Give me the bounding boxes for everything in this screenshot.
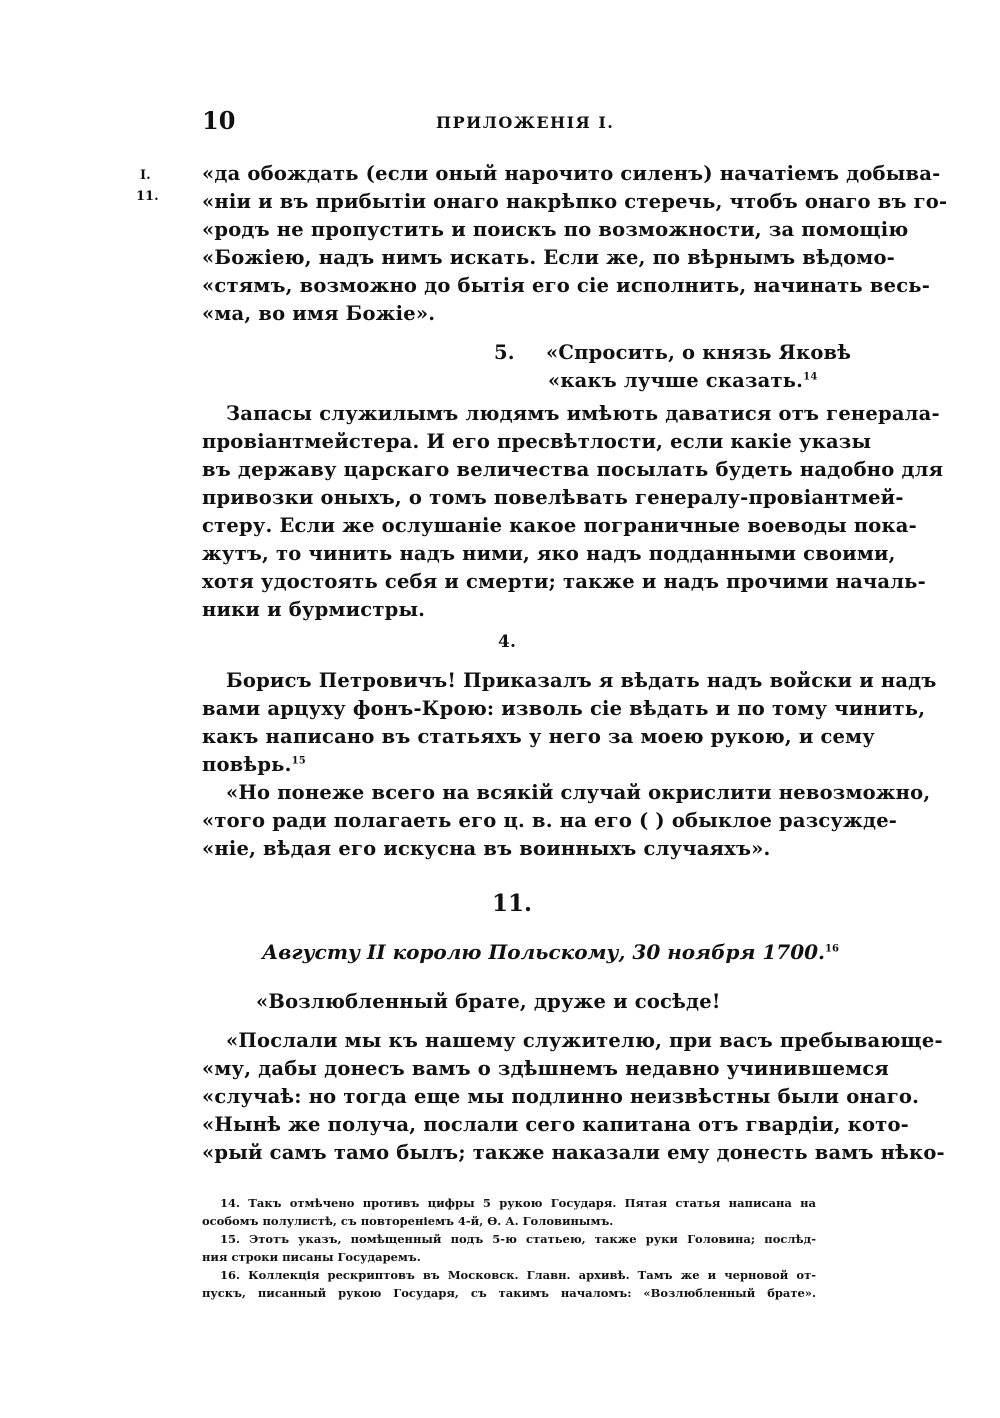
text-line: «стямъ, возможно до бытія его сіе исполнить, начинать весь-: [202, 274, 930, 297]
margin-mark: I.: [140, 168, 151, 183]
text-line: Борисъ Петровичъ! Приказалъ я вѣдать надъ войски и надъ: [226, 669, 937, 692]
letter-heading-text: Августу II королю Польскому, 30 ноября 1700.: [262, 940, 825, 964]
footnote-line: ния строки писаны Государемъ.: [202, 1250, 421, 1264]
text-line: «родъ не пропустить и поискъ по возможности, за помощію: [202, 218, 909, 241]
text-line: [202, 753, 816, 776]
text-line: «му, дабы донесъ вамъ о здѣшнемъ недавно учинившемся: [202, 1057, 890, 1080]
text-line-text: повѣрь.: [202, 753, 292, 776]
text-line: ники и бурмистры.: [202, 598, 426, 621]
text-line: «ніи и въ прибытіи онаго накрѣпко стеречь, чтобъ онаго въ го-: [202, 190, 948, 213]
letter-heading: [262, 940, 839, 964]
footnote-ref: 14: [803, 371, 818, 383]
item-number: 5.: [494, 341, 515, 364]
section-number: 11.: [492, 890, 533, 917]
section-number: 4.: [498, 632, 517, 652]
text-line: «Но понеже всего на всякій случай окрислити невозможно,: [226, 781, 931, 804]
running-title: ПРИЛОЖЕНІЯ I.: [436, 113, 615, 132]
text-line: привозки оныхъ, о томъ повелѣвать генералу-провіантмей-: [202, 486, 904, 509]
text-line: жутъ, то чинить надъ ними, яко надъ подданными своими,: [202, 542, 896, 565]
text-line: провіантмейстера. И его пресвѣтлости, если какіе указы: [202, 430, 872, 453]
footnote-ref: 15: [291, 755, 306, 767]
text-line: какъ написано въ статьяхъ у него за моею рукою, и сему: [202, 725, 875, 748]
text-line: «ніе, вѣдая его искусна въ воинныхъ случаяхъ».: [202, 837, 771, 860]
item-line: [548, 369, 818, 392]
text-line: «Послали мы къ нашему служителю, при васъ пребывающе-: [226, 1029, 943, 1052]
text-line: «случаѣ: но тогда еще мы подлинно неизвѣстны были онаго.: [202, 1085, 920, 1108]
text-line: «Нынѣ же получа, послали сего капитана отъ гвардіи, кото-: [202, 1113, 909, 1136]
text-line: вами арцуху фонъ-Крою: изволь сіе вѣдать и по тому чинить,: [202, 697, 926, 720]
footnote-line: пускъ, писанный рукою Государя, съ такимъ началомъ: «Возлюбленный брате».: [202, 1286, 816, 1300]
text-line: «да обождать (если оный нарочито силенъ) начатіемъ добыва-: [202, 162, 941, 185]
margin-mark: 11.: [136, 189, 159, 204]
footnote-line: 15. Этотъ указъ, помѣщенный подъ 5-ю статьею, также руки Головина; послѣд-: [220, 1232, 816, 1246]
text-line: «того ради полагаеть его ц. в. на его ( ) обыклое разсужде-: [202, 809, 898, 832]
text-line: хотя удостоять себя и смерти; также и надъ прочими началь-: [202, 570, 926, 593]
text-line: въ державу царскаго величества посылать будеть надобно для: [202, 458, 944, 481]
text-line: стеру. Если же ослушаніе какое пограничные воеводы пока-: [202, 514, 917, 537]
page-number: 10: [202, 106, 236, 135]
text-line: «рый самъ тамо былъ; также наказали ему донесть вамъ нѣко-: [202, 1141, 945, 1164]
item-line-text: «какъ лучше сказать.: [548, 369, 804, 392]
item-line: «Спросить, о князь Яковѣ: [546, 341, 852, 364]
text-line: Запасы служилымъ людямъ имѣють даватися отъ генерала-: [226, 402, 940, 425]
text-line: «Божіею, надъ нимъ искать. Если же, по вѣрнымъ вѣдомо-: [202, 246, 895, 269]
text-line: «ма, во имя Божіе».: [202, 302, 436, 325]
footnote-line: особомъ полулистѣ, съ повтореніемъ 4-й, Ѳ. А. Головинымъ.: [202, 1214, 614, 1228]
salutation: «Возлюбленный брате, друже и сосѣде!: [256, 990, 721, 1013]
footnote-line: 14. Такъ отмѣчено противъ цифры 5 рукою Государя. Пятая статья написана на: [220, 1196, 816, 1210]
footnote-line: 16. Коллекція рескриптовъ въ Московск. Главн. архивѣ. Тамъ же и черновой от-: [220, 1268, 816, 1282]
footnote-ref: 16: [825, 943, 839, 955]
